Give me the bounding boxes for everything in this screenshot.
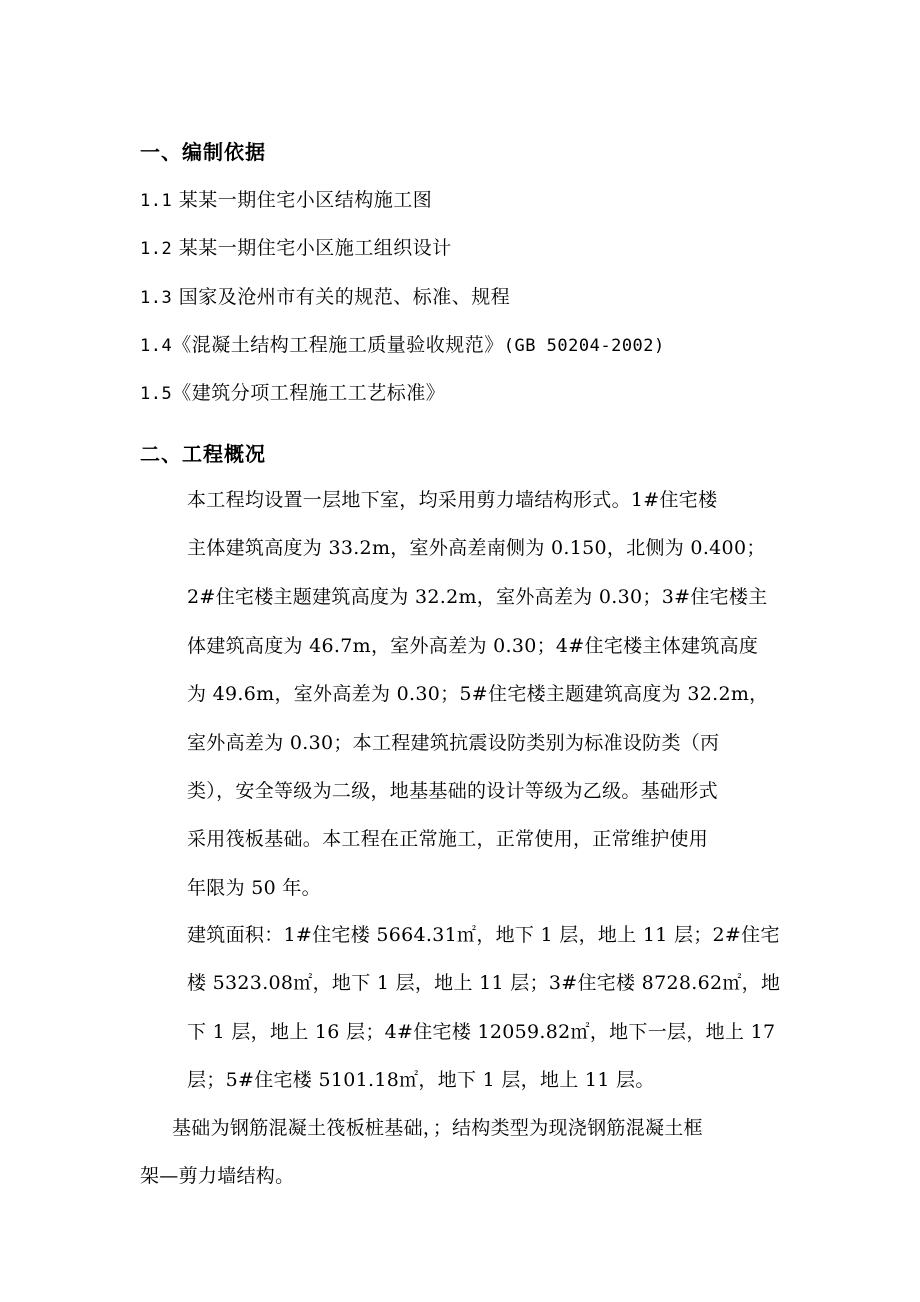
reference-number: 1.2 (140, 239, 173, 259)
reference-text: 国家及沧州市有关的规范、标准、规程 (172, 286, 511, 308)
reference-suffix: (GB 50204-2002) (503, 336, 665, 356)
paragraph-line: 体建筑高度为 46.7m，室外高差为 0.30；4#住宅楼主体建筑高度 (187, 635, 759, 657)
paragraph-line: 基础为钢筋混凝土筏板桩基础，；结构类型为现浇钢筋混凝土框 (172, 1117, 703, 1139)
paragraph-line: 下 1 层，地上 16 层；4#住宅楼 12059.82㎡，地下一层，地上 17 (187, 1021, 776, 1043)
paragraph-line: 楼 5323.08㎡，地下 1 层，地上 11 层；3#住宅楼 8728.62㎡，地 (187, 972, 781, 994)
reference-number: 1.4 (140, 336, 173, 356)
reference-item (140, 330, 665, 357)
paragraph-line: 采用筏板基础。本工程在正常施工，正常使用，正常维护使用 (187, 828, 709, 850)
paragraph-line: 年限为 50 年。 (187, 877, 321, 899)
section-heading-overview: 二、工程概况 (140, 442, 266, 466)
paragraph-line: 建筑面积：1#住宅楼 5664.31㎡，地下 1 层，地上 11 层；2#住宅 (187, 924, 780, 946)
paragraph-line: 为 49.6m，室外高差为 0.30；5#住宅楼主题建筑高度为 32.2m， (187, 683, 769, 705)
paragraph-line: 类），安全等级为二级，地基基础的设计等级为乙级。基础形式 (187, 780, 718, 802)
paragraph-line: 层；5#住宅楼 5101.18㎡，地下 1 层，地上 11 层。 (187, 1069, 655, 1091)
paragraph-line: 架—剪力墙结构。 (140, 1165, 295, 1187)
reference-text: 某某一期住宅小区施工组织设计 (172, 237, 452, 259)
reference-number: 1.1 (140, 191, 173, 211)
reference-number: 1.5 (140, 384, 173, 404)
section-heading-basis: 一、编制依据 (140, 140, 266, 164)
reference-text: 《混凝土结构工程施工质量验收规范》 (172, 334, 504, 356)
paragraph-line: 2#住宅楼主题建筑高度为 32.2m，室外高差为 0.30；3#住宅楼主 (187, 586, 768, 608)
paragraph-line: 主体建筑高度为 33.2m，室外高差南侧为 0.150，北侧为 0.400； (187, 537, 766, 559)
reference-item (140, 378, 445, 405)
paragraph-line: 本工程均设置一层地下室，均采用剪力墙结构形式。1#住宅楼 (187, 489, 718, 511)
reference-text: 某某一期住宅小区结构施工图 (172, 189, 433, 211)
reference-item (140, 282, 510, 309)
paragraph-line: 室外高差为 0.30；本工程建筑抗震设防类别为标准设防类（丙 (187, 732, 720, 754)
reference-item (140, 185, 432, 212)
reference-text: 《建筑分项工程施工工艺标准》 (172, 382, 446, 404)
reference-number: 1.3 (140, 288, 173, 308)
reference-item (140, 233, 452, 260)
